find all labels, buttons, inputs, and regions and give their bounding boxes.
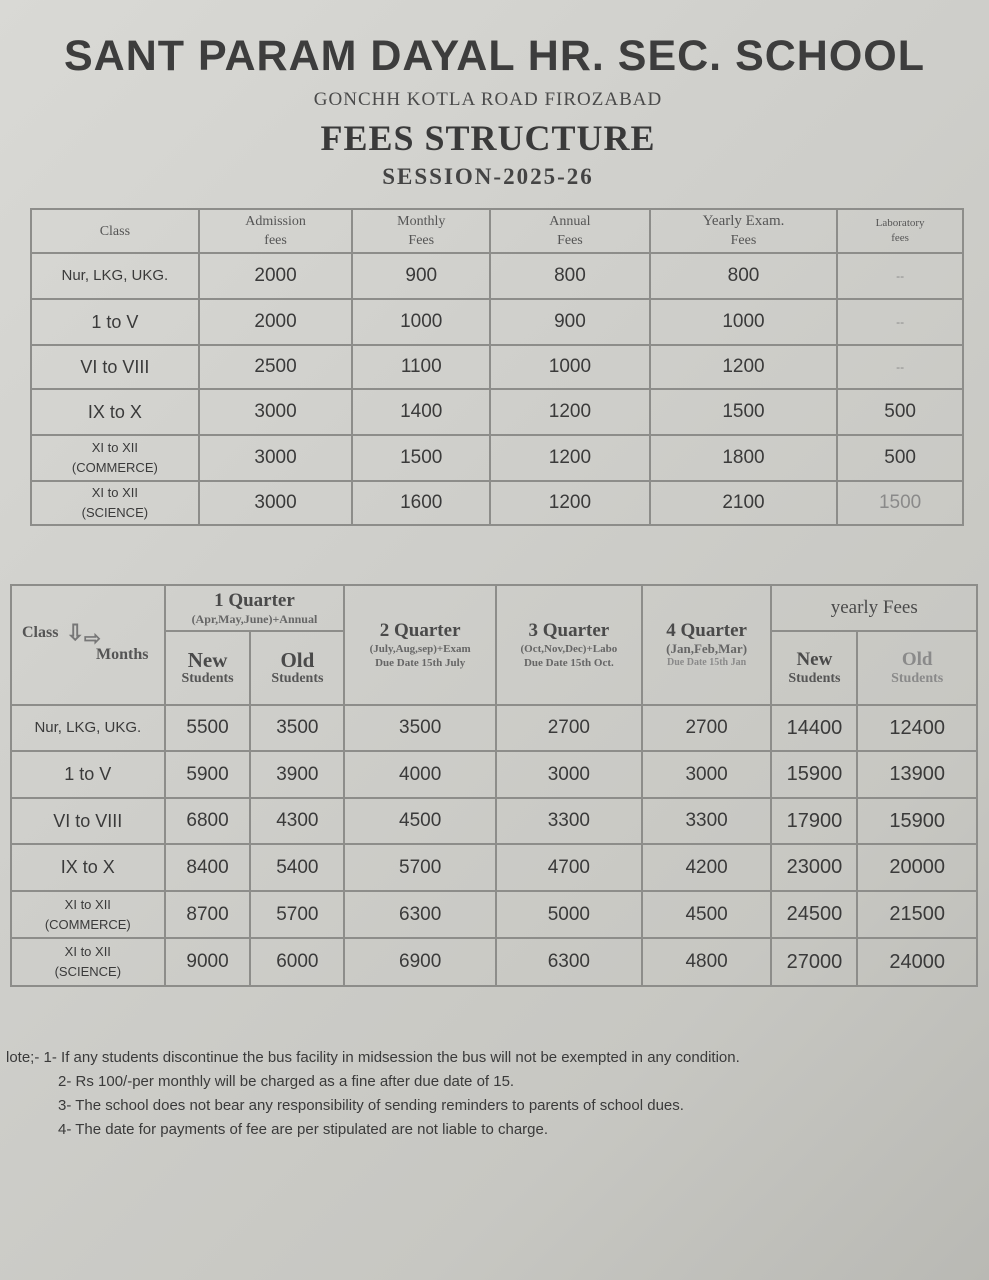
header-lab	[837, 209, 963, 253]
q1-old-line1: Old	[280, 648, 315, 672]
q1-old-cell: 3900	[250, 751, 344, 798]
q4-cell: 4200	[642, 844, 772, 891]
admission-fee-cell: 2000	[199, 253, 353, 299]
class-name: 1 to V	[91, 311, 139, 332]
annual-fee-cell: 1200	[490, 389, 650, 435]
q1-new-line1: New	[187, 648, 228, 672]
yearly-old-line2: Students	[891, 671, 944, 686]
lab-fee-cell: --	[837, 345, 963, 389]
annual-fee-cell: 1200	[490, 435, 650, 481]
yearly-old-cell: 21500	[857, 891, 977, 938]
class-cell	[31, 345, 199, 389]
exam-fee-cell: 1800	[650, 435, 838, 481]
class-name: 1 to V	[64, 764, 112, 784]
admission-fee-cell: 3000	[199, 481, 353, 525]
note-1-text: If any students discontinue the bus facility in midsession the bus will not be exempted in any condition.	[61, 1049, 740, 1066]
session-label: SESSION-2025-26	[382, 164, 594, 189]
q4-due-date: Due Date 15th Jan	[667, 657, 747, 668]
class-stream: (SCIENCE)	[81, 505, 149, 520]
yearly-old-cell: 20000	[857, 844, 977, 891]
q4-subtitle: (Jan,Feb,Mar)	[666, 641, 748, 656]
q1-new-cell: 8700	[165, 891, 251, 938]
q3-cell: 3000	[496, 751, 642, 798]
note-4-text: 4- The date for payments of fee are per stipulated are not liable to charge.	[58, 1121, 549, 1138]
class-cell	[11, 798, 165, 844]
header-q1	[165, 585, 345, 631]
class-cell	[31, 389, 199, 435]
annual-fee-cell: 1000	[490, 345, 650, 389]
yearly-new-cell: 14400	[771, 705, 857, 751]
q1-old-line2: Students	[271, 671, 324, 686]
monthly-fee-cell: 1400	[352, 389, 490, 435]
q2-cell: 6300	[344, 891, 496, 938]
class-name: XI to XII	[91, 440, 138, 455]
q3-cell: 3300	[496, 798, 642, 844]
q4-cell: 3300	[642, 798, 772, 844]
class-name: VI to VIII	[80, 356, 150, 377]
header-admission-line2: fees	[264, 233, 287, 248]
lab-fee-cell: --	[837, 299, 963, 345]
yearly-new-line2: Students	[788, 671, 841, 686]
class-name: IX to X	[60, 857, 115, 877]
q2-cell: 5700	[344, 844, 496, 891]
table-row	[11, 891, 977, 938]
q3-cell: 6300	[496, 938, 642, 986]
class-cell	[11, 938, 165, 986]
yearly-new-cell: 15900	[771, 751, 857, 798]
q2-subtitle: (July,Aug,sep)+Exam	[369, 643, 471, 655]
class-cell	[31, 299, 199, 345]
monthly-fee-cell: 1100	[352, 345, 490, 389]
yearly-old-cell: 12400	[857, 705, 977, 751]
header-yearly-new	[771, 631, 857, 705]
header-exam-line2: Fees	[730, 233, 757, 248]
q1-new-line2: Students	[181, 671, 234, 686]
fees-table	[30, 208, 964, 526]
table-row	[11, 844, 977, 891]
arrow-down-icon: ⇩	[66, 620, 85, 645]
table-row	[31, 299, 963, 345]
table-row	[31, 481, 963, 525]
class-cell	[11, 891, 165, 938]
q1-old-cell: 4300	[250, 798, 344, 844]
exam-fee-cell: 800	[650, 253, 838, 299]
header-monthly-line2: Fees	[408, 233, 435, 248]
q1-old-cell: 5700	[250, 891, 344, 938]
school-name: SANT PARAM DAYAL HR. SEC. SCHOOL	[63, 32, 926, 80]
header-annual	[490, 209, 650, 253]
quarter-table-body	[11, 705, 977, 986]
q4-cell: 4800	[642, 938, 772, 986]
q2-cell: 3500	[344, 705, 496, 751]
yearly-old-cell: 13900	[857, 751, 977, 798]
yearly-old-cell: 24000	[857, 938, 977, 986]
q1-new-cell: 8400	[165, 844, 251, 891]
q3-cell: 5000	[496, 891, 642, 938]
note-1	[6, 1046, 981, 1070]
q4-cell: 2700	[642, 705, 772, 751]
table-row	[11, 798, 977, 844]
header-q4	[642, 585, 772, 705]
header-yearly	[771, 585, 977, 631]
admission-fee-cell: 2500	[199, 345, 353, 389]
header-exam	[650, 209, 838, 253]
q3-subtitle: (Oct,Nov,Dec)+Labo	[520, 643, 618, 655]
admission-fee-cell: 3000	[199, 389, 353, 435]
header-class-months	[11, 585, 165, 705]
yearly-old-line1: Old	[901, 649, 933, 670]
q1-new-cell: 9000	[165, 938, 251, 986]
q1-new-cell: 5900	[165, 751, 251, 798]
annual-fee-cell: 1200	[490, 481, 650, 525]
q3-cell: 2700	[496, 705, 642, 751]
header-exam-line1: Yearly Exam.	[702, 213, 785, 229]
q2-cell: 4500	[344, 798, 496, 844]
yearly-new-cell: 17900	[771, 798, 857, 844]
note-3-text: 3- The school does not bear any responsibility of sending reminders to parents of school dues.	[58, 1097, 684, 1114]
monthly-fee-cell: 1500	[352, 435, 490, 481]
yearly-title: yearly Fees	[830, 597, 918, 618]
document-title: FEES STRUCTURE	[320, 118, 656, 158]
header-class-label: Class	[99, 223, 131, 239]
arrow-right-icon: ⇨	[84, 628, 101, 650]
q3-cell: 4700	[496, 844, 642, 891]
fees-table-header-row	[31, 209, 963, 253]
class-cell	[11, 844, 165, 891]
header-annual-line2: Fees	[557, 233, 583, 248]
q1-old-cell: 5400	[250, 844, 344, 891]
class-name: XI to XII	[91, 485, 138, 500]
annual-fee-cell: 900	[490, 299, 650, 345]
class-name: Nur, LKG, UKG.	[61, 267, 169, 284]
lab-fee-cell: --	[837, 253, 963, 299]
q1-new-cell: 6800	[165, 798, 251, 844]
class-stream: (COMMERCE)	[71, 460, 158, 475]
q2-title: 2 Quarter	[379, 620, 461, 641]
yearly-new-line1: New	[796, 649, 833, 670]
yearly-new-cell: 27000	[771, 938, 857, 986]
q4-cell: 4500	[642, 891, 772, 938]
admission-fee-cell: 2000	[199, 299, 353, 345]
header-class	[31, 209, 199, 253]
class-cell	[11, 705, 165, 751]
lab-fee-cell: 500	[837, 435, 963, 481]
q3-due-date: Due Date 15th Oct.	[523, 657, 614, 669]
lab-fee-cell: 1500	[837, 481, 963, 525]
note-3	[6, 1094, 981, 1118]
class-cell	[31, 253, 199, 299]
note-2-text: 2- Rs 100/-per monthly will be charged as a fine after due date of 15.	[58, 1073, 515, 1090]
monthly-fee-cell: 1000	[352, 299, 490, 345]
q1-old-cell: 3500	[250, 705, 344, 751]
exam-fee-cell: 1000	[650, 299, 838, 345]
header-q1-old	[250, 631, 344, 705]
class-name: Nur, LKG, UKG.	[34, 719, 142, 736]
table-row	[31, 345, 963, 389]
admission-fee-cell: 3000	[199, 435, 353, 481]
class-cell	[11, 751, 165, 798]
class-name: XI to XII	[64, 944, 111, 959]
notes-lead: lote;- 1-	[6, 1049, 57, 1066]
header-lab-line2: fees	[891, 232, 909, 244]
header-q2	[344, 585, 496, 705]
header-admission-line1: Admission	[245, 214, 306, 229]
note-2	[6, 1070, 981, 1094]
header-q3	[496, 585, 642, 705]
class-stream: (SCIENCE)	[54, 964, 122, 979]
table-row	[31, 435, 963, 481]
yearly-old-cell: 15900	[857, 798, 977, 844]
table-row	[11, 938, 977, 986]
quarter-table	[10, 584, 978, 987]
class-cell	[31, 435, 199, 481]
notes-section	[6, 1046, 981, 1142]
yearly-new-cell: 24500	[771, 891, 857, 938]
monthly-fee-cell: 900	[352, 253, 490, 299]
school-address: GONCHH KOTLA ROAD FIROZABAD	[313, 89, 663, 110]
lab-fee-cell: 500	[837, 389, 963, 435]
monthly-fee-cell: 1600	[352, 481, 490, 525]
class-name: VI to VIII	[53, 810, 123, 831]
exam-fee-cell: 1200	[650, 345, 838, 389]
table-row	[31, 253, 963, 299]
class-stream: (COMMERCE)	[44, 916, 131, 932]
header-monthly	[352, 209, 490, 253]
q2-cell: 4000	[344, 751, 496, 798]
table-row	[31, 389, 963, 435]
header-lab-line1: Laboratory	[875, 217, 925, 229]
exam-fee-cell: 2100	[650, 481, 838, 525]
table-row	[11, 705, 977, 751]
class-name: XI to XII	[64, 896, 111, 912]
q3-title: 3 Quarter	[528, 620, 610, 641]
q1-title: 1 Quarter	[214, 590, 295, 611]
header-months-label: Months	[96, 646, 149, 663]
header-q1-new	[165, 631, 251, 705]
header-yearly-old	[857, 631, 977, 705]
annual-fee-cell: 800	[490, 253, 650, 299]
class-name: IX to X	[87, 401, 142, 422]
note-4	[6, 1118, 981, 1142]
quarter-header-row-1	[11, 585, 977, 631]
header-monthly-line1: Monthly	[397, 214, 446, 229]
exam-fee-cell: 1500	[650, 389, 838, 435]
header-admission	[199, 209, 353, 253]
q1-old-cell: 6000	[250, 938, 344, 986]
header-annual-line1: Annual	[549, 214, 591, 229]
class-cell	[31, 481, 199, 525]
q1-subtitle: (Apr,May,June)+Annual	[191, 612, 318, 626]
fees-table-body	[31, 253, 963, 525]
header-class-label: Class	[22, 624, 59, 641]
table-row	[11, 751, 977, 798]
q4-cell: 3000	[642, 751, 772, 798]
q1-new-cell: 5500	[165, 705, 251, 751]
q4-title: 4 Quarter	[666, 620, 747, 641]
q2-due-date: Due Date 15th July	[375, 657, 466, 669]
yearly-new-cell: 23000	[771, 844, 857, 891]
q2-cell: 6900	[344, 938, 496, 986]
